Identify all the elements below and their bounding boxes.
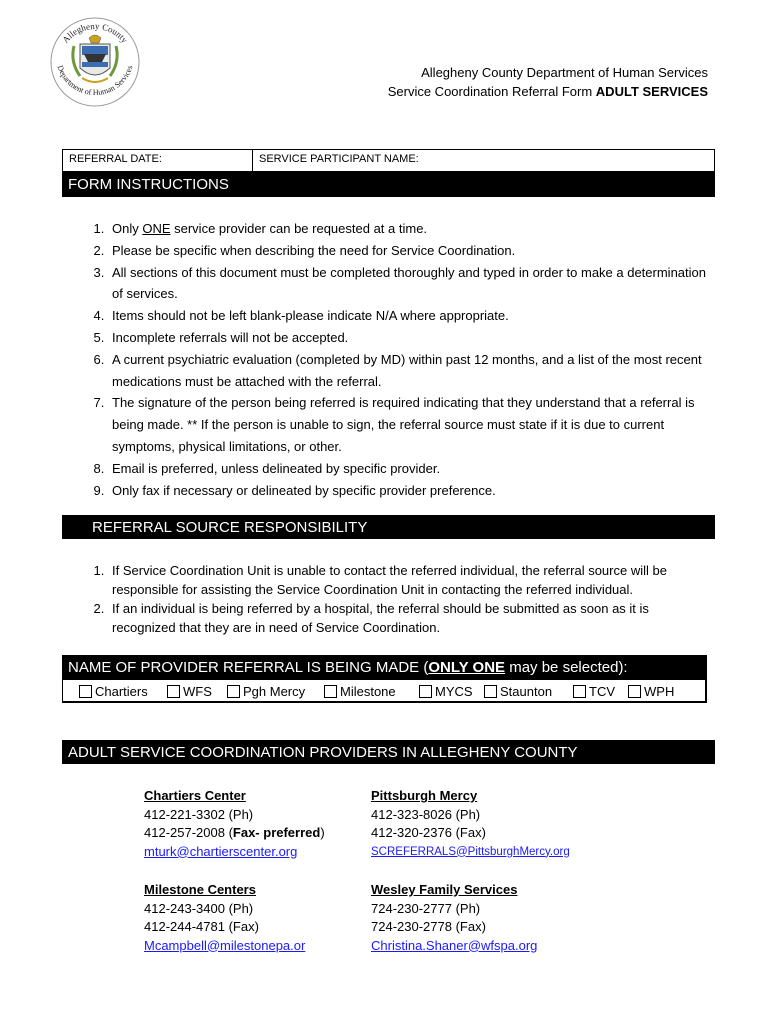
instruction-item: 4. Items should not be left blank-please indicate N/A where appropriate.: [108, 305, 712, 327]
checkbox[interactable]: [167, 685, 180, 698]
provider-name: Wesley Family Services: [371, 882, 518, 897]
responsibility-item: 2. If an individual is being referred by a hospital, the referral should be submitted as soon as it is recognized that they are in need of Service Coordination.: [108, 599, 712, 637]
provider-option-tcv[interactable]: TCV: [573, 684, 615, 699]
provider-email-link[interactable]: mturk@chartierscenter.org: [144, 843, 298, 859]
provider-card-pittsburgh-mercy: [371, 787, 570, 861]
instruction-item: 1. Only ONE service provider can be requested at a time.: [108, 218, 712, 240]
checkbox[interactable]: [419, 685, 432, 698]
instruction-item: 6. A current psychiatric evaluation (completed by MD) within past 12 months, and a list of the most recent medications must be attached with the referral.: [108, 349, 712, 393]
instruction-item: 3. All sections of this document must be completed thoroughly and typed in order to make a determination of services.: [108, 262, 712, 306]
form-instructions-list: [82, 218, 712, 501]
instruction-item: 8. Email is preferred, unless delineated by specific provider.: [108, 458, 712, 480]
provider-email-link[interactable]: Mcampbell@milestonepa.or: [144, 937, 306, 953]
provider-option-mycs[interactable]: MYCS: [419, 684, 473, 699]
provider-name: Chartiers Center: [144, 788, 246, 803]
referral-source-title: REFERRAL SOURCE RESPONSIBILITY: [92, 518, 368, 536]
provider-fax: 412-257-2008 (Fax- preferred): [144, 825, 325, 840]
referral-source-list: [82, 561, 712, 637]
participant-name-field[interactable]: [253, 150, 714, 171]
form-instructions-header: [62, 171, 715, 197]
county-seal-logo: [44, 16, 146, 108]
instruction-item: 9. Only fax if necessary or delineated by specific provider preference.: [108, 480, 712, 502]
provider-fax: 724-230-2778 (Fax): [371, 919, 486, 934]
form-title: Service Coordination Referral Form ADULT SERVICES: [387, 84, 708, 99]
provider-fax: 412-244-4781 (Fax): [144, 919, 259, 934]
responsibility-item: 1. If Service Coordination Unit is unable to contact the referred individual, the referral source will be responsible for assisting the Service Coordination Unit in contacting the referred individual.: [108, 561, 712, 599]
provider-phone: 412-243-3400 (Ph): [144, 900, 254, 916]
instruction-item: 2. Please be specific when describing the need for Service Coordination.: [108, 240, 712, 262]
provider-name: Milestone Centers: [144, 882, 256, 897]
provider-email-link[interactable]: SCREFERRALS@PittsburghMercy.org: [371, 845, 570, 858]
provider-fax: 412-320-2376 (Fax): [371, 825, 486, 840]
provider-email-link[interactable]: Christina.Shaner@wfspa.org: [371, 937, 538, 953]
participant-name-label: SERVICE PARTICIPANT NAME:: [259, 153, 419, 165]
provider-option-wfs[interactable]: WFS: [167, 684, 212, 699]
providers-section-header: [62, 740, 715, 764]
referral-date-field[interactable]: [63, 150, 253, 171]
checkbox[interactable]: [79, 685, 92, 698]
providers-section-title: ADULT SERVICE COORDINATION PROVIDERS IN ALLEGHENY COUNTY: [68, 743, 578, 761]
provider-option-staunton[interactable]: Staunton: [484, 684, 552, 699]
checkbox[interactable]: [628, 685, 641, 698]
referral-source-header: [62, 515, 715, 539]
referral-info-row: [62, 149, 715, 172]
provider-select-title: NAME OF PROVIDER REFERRAL IS BEING MADE (ONLY ONE may be selected):: [68, 658, 628, 676]
provider-option-chartiers[interactable]: Chartiers: [79, 684, 148, 699]
provider-option-milestone[interactable]: Milestone: [324, 684, 396, 699]
svg-text:Department of Human Services: Department of Human Services: [55, 64, 135, 98]
provider-option-pgh-mercy[interactable]: Pgh Mercy: [227, 684, 305, 699]
checkbox[interactable]: [324, 685, 337, 698]
form-instructions-title: FORM INSTRUCTIONS: [68, 175, 229, 193]
provider-phone: 724-230-2777 (Ph): [371, 900, 481, 916]
referral-date-label: REFERRAL DATE:: [69, 153, 162, 165]
provider-phone: 412-221-3302 (Ph): [144, 806, 254, 822]
checkbox[interactable]: [227, 685, 240, 698]
provider-card-chartiers: [144, 787, 325, 861]
provider-option-wph[interactable]: WPH: [628, 684, 674, 699]
provider-card-wesley: [371, 881, 537, 955]
checkbox[interactable]: [573, 685, 586, 698]
instruction-item: 5. Incomplete referrals will not be accepted.: [108, 327, 712, 349]
checkbox[interactable]: [484, 685, 497, 698]
provider-name: Pittsburgh Mercy: [371, 788, 478, 803]
svg-text:Allegheny County: Allegheny County: [60, 20, 130, 45]
department-title: Allegheny County Department of Human Services: [421, 65, 708, 80]
provider-phone: 412-323-8026 (Ph): [371, 806, 481, 822]
provider-checkbox-row: [62, 679, 707, 703]
provider-card-milestone: [144, 881, 305, 955]
instruction-item: 7. The signature of the person being referred is required indicating that they understand that a referral is being made. ** If the person is unable to sign, the referral source must state if it is due to current symptoms, physical limitations, or other.: [108, 392, 712, 457]
provider-select-header: [62, 655, 707, 679]
